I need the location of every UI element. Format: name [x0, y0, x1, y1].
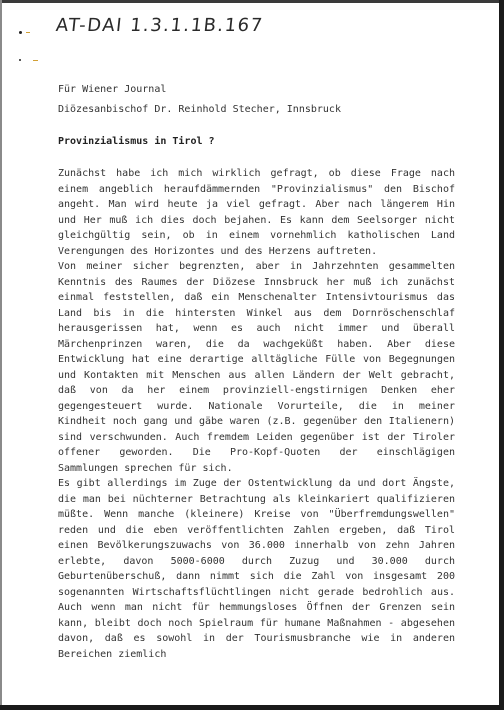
paragraph: Es gibt allerdings im Zuge der Ostentwicklung da und dort Ängste, die man bei nüchterner Betrachtung als kleinkariert qualifizieren müßte. Wenn manche (kleinere) Kreise von "Überfremdungswellen" reden und die eben veröffentlichten Zahlen ergeben, daß Tirol einen Bevölkerungszuwachs von 36.000 innerhalb von zehn Jahren erlebte, davon 5000-6000 durch Zuzug und 30.000 durch Geburtenüberschuß, dann nimmt sich die Zahl von insgesamt 200 sogenannten Wirtschaftsflüchtlingen nicht gerade bedrohlich aus. Auch wenn man nicht für hemmungsloses Öffnen der Grenzen sein kann, bleibt doch noch Spielraum für humane Maßnahmen - abgesehen davon, daß es sowohl in der Tourismusbranche wie in anderen Bereichen ziemlich: [58, 478, 455, 660]
author-line: Diözesanbischof Dr. Reinhold Stecher, Innsbruck: [58, 104, 341, 115]
scan-border-left: [0, 0, 2, 710]
document-title: Provinzialismus in Tirol ?: [58, 136, 215, 147]
paragraph: Zunächst habe ich mich wirklich gefragt, ob diese Frage nach einem angeblich heraufdämmernden "Provinzialismus" den Bischof angeht. Man wird heute ja viel gefragt. Aber nach längerem Hin und Her muß ich dies doch bejahen. Es kann dem Seelsorger nicht gleichgültig sein, ob in einem vornehmlich katholischen Land Verengungen des Horizontes und des Herzens auftreten.: [58, 168, 455, 257]
scan-border-right: [499, 0, 504, 710]
paragraph: Von meiner sicher begrenzten, aber in Jahrzehnten gesammelten Kenntnis des Raumes der Diözese Innsbruck her muß ich zunächst einmal feststellen, daß ein Menschenalter Intensivtourismus das Land bis in die hintersten Winkel aus dem Dornröschenschlaf herausgerissen hat, wenn es auch nicht immer und überall Märchenprinzen waren, die da wachgeküßt haben. Aber diese Entwicklung hat eine derartige alltägliche Fülle von Begegnungen und Kontakten mit Menschen aus allen Ländern der Welt gebracht, daß von da her einem provinziell-engstirnigen Denken eher gegengesteuert wurde. Nationale Vorurteile, die in meiner Kindheit noch gang und gäbe waren (z.B. gegenüber den Italienern) sind verschwunden. Auch fremdem Leiden gegenüber ist der Tiroler offener geworden. Die Pro-Kopf-Quoten der einschlägigen Sammlungen sprechen für sich.: [58, 261, 455, 474]
archive-reference: AT-DAI 1.3.1.1B.167: [54, 15, 265, 36]
document-body: [58, 166, 455, 662]
scan-speck: [26, 32, 30, 33]
scan-speck: [33, 60, 38, 61]
recipient-line: Für Wiener Journal: [58, 84, 167, 95]
scan-border-top: [0, 0, 504, 3]
punch-mark: [19, 59, 21, 61]
scan-border-bottom: [0, 705, 504, 710]
punch-mark: [19, 31, 22, 34]
